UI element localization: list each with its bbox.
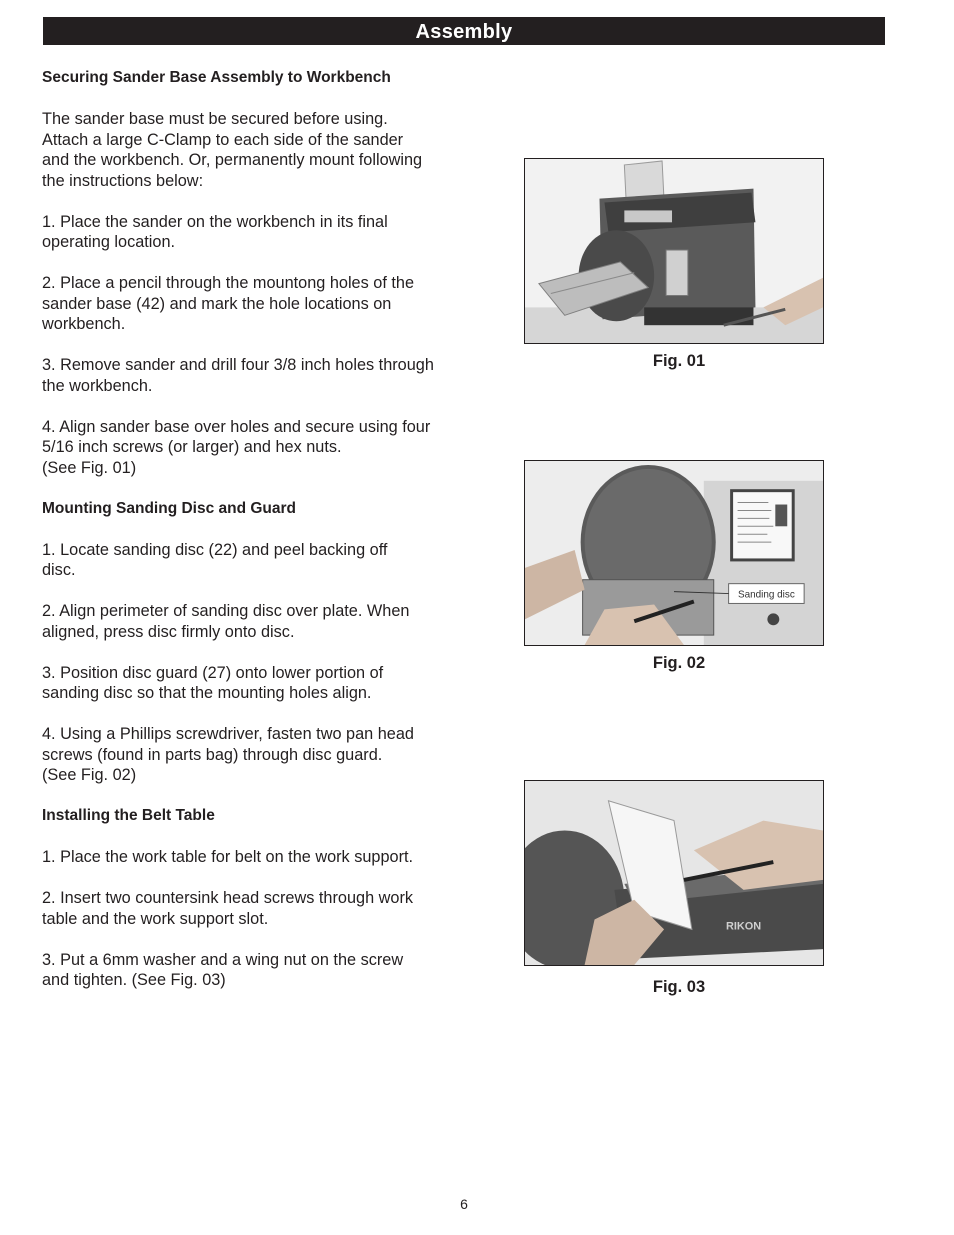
step-1-4: 4. Align sander base over holes and secure using four 5/16 inch screws (or larger) and hex nuts. (See Fig. 01): [42, 417, 431, 477]
figure-03-caption: Fig. 03: [652, 978, 706, 996]
page-number: 6: [460, 1196, 468, 1212]
step-1-3: 3. Remove sander and drill four 3/8 inch holes through the workbench.: [42, 356, 434, 395]
figure-02-photo: [524, 460, 824, 646]
step-3-3: 3. Put a 6mm washer and a wing nut on the screw and tighten. (See Fig. 03): [42, 950, 404, 989]
section-title: Assembly: [415, 21, 513, 43]
step-1-1: 1. Place the sander on the workbench in its final operating location.: [42, 212, 388, 251]
figure-02-caption: Fig. 02: [652, 654, 706, 672]
section-title-bar: [43, 17, 885, 45]
step-3-1: 1. Place the work table for belt on the work support.: [42, 848, 414, 866]
heading-belt-table: Installing the Belt Table: [42, 807, 215, 824]
step-1-2: 2. Place a pencil through the mountong holes of the sander base (42) and mark the hole locations on workbench.: [42, 274, 415, 333]
step-2-2: 2. Align perimeter of sanding disc over plate. When aligned, press disc firmly onto disc.: [42, 602, 410, 641]
step-2-3: 3. Position disc guard (27) onto lower portion of sanding disc so that the mounting holes align.: [42, 663, 384, 702]
paragraph-intro: The sander base must be secured before using. Attach a large C-Clamp to each side of the sander and the workbench. Or, permanently mount following the instructions below:: [42, 110, 423, 190]
heading-securing-base: Securing Sander Base Assembly to Workbench: [42, 69, 391, 86]
instructions-column: [42, 68, 462, 1011]
heading-mounting-disc: Mounting Sanding Disc and Guard: [42, 499, 297, 517]
step-2-4: 4. Using a Phillips screwdriver, fasten two pan head screws (found in parts bag) through disc guard. (See Fig. 02): [42, 725, 414, 784]
sanding-disc-label: Sanding disc: [737, 589, 795, 601]
brand-logo-rikon: RIKON: [725, 920, 762, 933]
step-3-2: 2. Insert two countersink head screws through work table and the work support slot.: [42, 889, 414, 928]
figure-01-photo: [524, 158, 824, 344]
figure-01-caption: Fig. 01: [652, 352, 706, 370]
step-2-1: 1. Locate sanding disc (22) and peel backing off disc.: [42, 540, 388, 579]
figure-03-photo: [524, 780, 824, 966]
